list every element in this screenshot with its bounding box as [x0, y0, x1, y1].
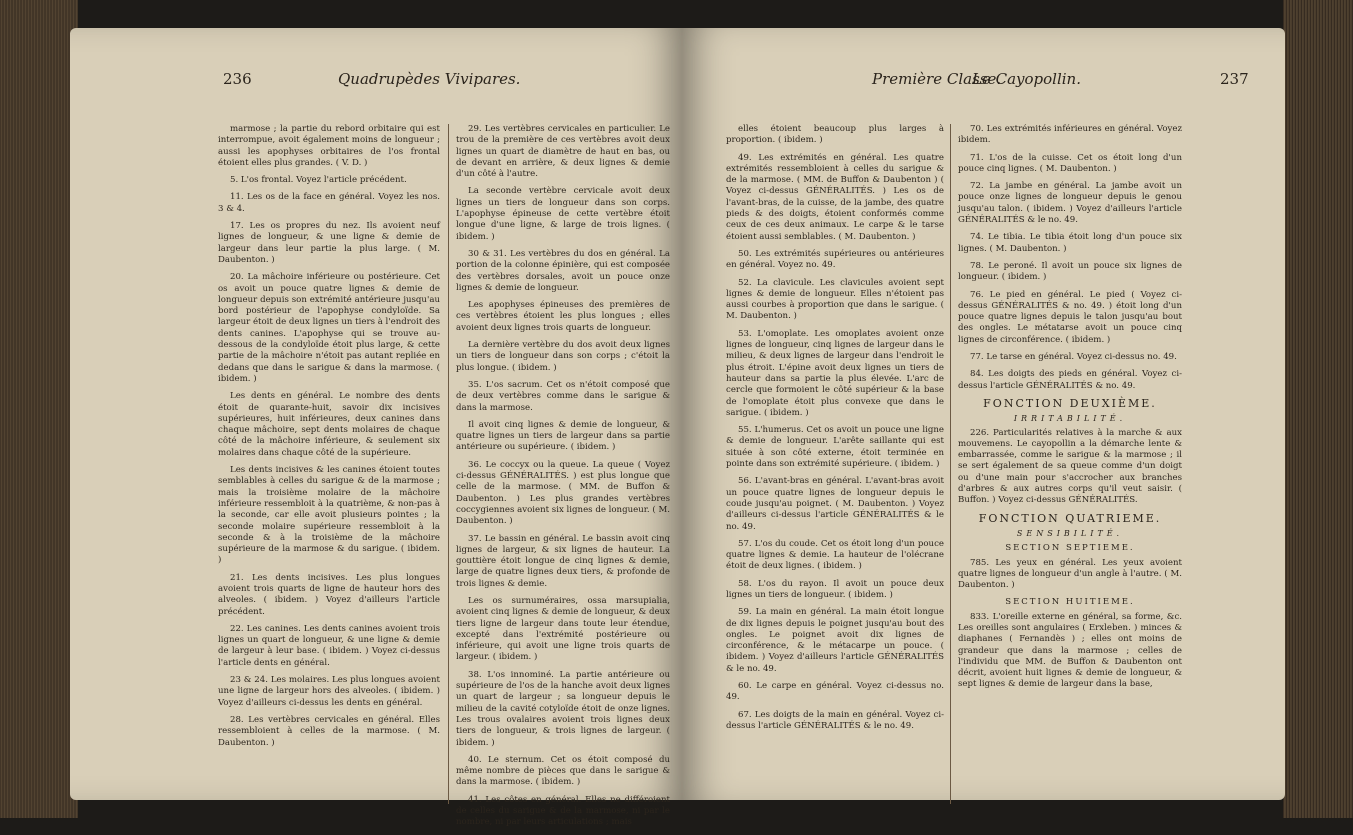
paragraph: 22. Les canines. Les dents canines avoient trois lignes un quart de longueur, & une ligne & demie de largeur à leur base. ( ibidem. ) Voyez ci-dessus l'article dents en général. [218, 623, 440, 668]
paragraph: 77. Le tarse en général. Voyez ci-dessus no. 49. [970, 352, 1177, 363]
paragraph: 53. L'omoplate. Les omoplates avoient onze lignes de longueur, cinq lignes de largeur dans le milieu, & deux lignes de largeur dans l'endroit le plus étroit. L'épine avoit deux lignes un tiers de hauteur dans sa partie la plus élevée. L'arc de cercle que formoient le côté supérieur & la base de l'omoplate étoit plus convexe que dans le sarigue. ( ibidem. ) [726, 328, 944, 418]
paragraph: 84. Les doigts des pieds en général. Voyez ci-dessus l'article GÉNÉRALITÉS & no. 49. [958, 369, 1182, 391]
paragraph: 78. Le peroné. Il avoit un pouce six lignes de longueur. ( ibidem. ) [958, 260, 1182, 283]
paragraph: 59. La main en général. La main étoit longue de dix lignes depuis le poignet jusqu'au bout des ongles. Le poignet avoit dix lignes de circonférence, & le métacarpe un pouce. ( ibidem. ) Voyez d'ailleurs l'article GÉNÉRALITÉS & le no. 49. [726, 607, 944, 674]
left-page [70, 28, 682, 828]
paragraph: 35. L'os sacrum. Cet os n'étoit composé que de deux vertèbres comme dans le sarigue & dans la marmose. [456, 379, 670, 413]
paragraph: 20. La mâchoire inférieure ou postérieure. Cet os avoit un pouce quatre lignes & demie de longueur depuis son extrémité antérieure jusqu'au bord postérieur de l'apophyse condyloïde. Sa largeur étoit de deux lignes un tiers à l'endroit des dents canines. L'apophyse qui se trouve au-dessous de la condyloïde étoit plus large, & cette partie de la mâchoire n'étoit pas autant repliée en dedans que dans le sarigue & dans la marmose. ( ibidem. ) [218, 272, 441, 384]
paragraph: 55. L'humerus. Cet os avoit un pouce une ligne & demie de longueur. L'arête saillante qui est située à son côté externe, étoit terminée en pointe dans son extrémité supérieure. ( ibidem. ) [726, 425, 944, 470]
paragraph: Les os surnuméraires, ossa marsupialia, avoient cinq lignes & demie de longueur, & deux tiers ligne de largeur dans toute leur étendue, excepté dans l'extrémité postérieure ou inférieure, qui avoit une ligne trois quarts de largeur. ( ibidem. ) [456, 595, 670, 663]
paragraph: marmose ; la partie du rebord orbitaire qui est interrompue, avoit également moins de longueur ; aussi les apophyses orbitaires de l'os frontal étoient elles plus grandes. ( V. D. ) [218, 124, 440, 168]
page-edges-right [1283, 0, 1353, 818]
paragraph: 71. L'os de la cuisse. Cet os étoit long d'un pouce cinq lignes. ( M. Daubenton. ) [958, 152, 1182, 174]
paragraph: 21. Les dents incisives. Les plus longues avoient trois quarts de ligne de hauteur hors des alveoles. ( ibidem. ) Voyez d'ailleurs l'article précédent. [218, 572, 440, 617]
page-number-right: 237 [1220, 70, 1249, 88]
paragraph: 833. L'oreille externe en général, sa forme, &c. Les oreilles sont angulaires ( Erxleben. ) minces & diaphanes ( Fernandès ) ; elles ont moins de grandeur que dans la marmose ; celles de l'individu que MM. de Buffon & Daubenton ont décrit, avoient huit lignes & demie de longueur, & sept lignes & demie de largeur dans la base, [958, 611, 1182, 690]
paragraph: Il avoit cinq lignes & demie de longueur, & quatre lignes un tiers de largeur dans sa partie antérieure ou supérieure. ( ibidem. ) [456, 419, 670, 453]
paragraph: 57. L'os du coude. Cet os étoit long d'un pouce quatre lignes & demie. La hauteur de l'olécrane étoit de deux lignes. ( ibidem. ) [726, 538, 944, 572]
paragraph: 76. Le pied en général. Le pied ( Voyez ci-dessus GÉNÉRALITÉS & no. 49. ) étoit long d'un pouce quatre lignes depuis le talon jusqu'au bout des ongles. Le métatarse avoit un pouce cinq lignes de circonférence. ( ibidem. ) [958, 289, 1182, 345]
paragraph: 41. Les côtes en général. Elles ne différoient de celles du sarigue & de la marmose, ni par le nombre, ni par leurs articulations ; mais [456, 794, 670, 828]
paragraph: 226. Particularités relatives à la marche & aux mouvemens. Le cayopollin a la démarche lente & embarrassée, comme le sarigue & la marmose ; il se sert également de sa queue comme d'un doigt ou d'une main pour s'accrocher aux branches d'arbres & aux autres corps qu'il veut saisir. ( Buffon. ) Voyez ci-dessus GÉNÉRALITÉS. [958, 427, 1182, 506]
paragraph: 70. Les extrémités inférieures en général. Voyez ibidem. [958, 124, 1182, 146]
section-fonction-deuxieme: FONCTION DEUXIÈME. [983, 396, 1157, 410]
right-col2-paragraphs-3 [958, 558, 1182, 592]
section-huitieme: SECTION HUITIEME. [1005, 597, 1135, 608]
paragraph: 40. Le sternum. Cet os étoit composé du même nombre de pièces que dans le sarigue & dans la marmose. ( ibidem. ) [456, 754, 670, 788]
paragraph: 49. Les extrémités en général. Les quatre extrémités ressembloient à celles du sarigue & de la marmose. ( MM. de Buffon & Daubenton ) ( Voyez ci-dessus GÉNÉRALITÉS. ) Les os de l'avant-bras, de la cuisse, de la jambe, des quatre pieds & des doigts, étoient conformés comme ceux de ces deux animaux. Le carpe & le tarse étoient aussi semblables. ( M. Daubenton. ) [726, 152, 944, 242]
column-rule-right [950, 124, 951, 804]
column-rule [448, 124, 449, 804]
section-sensibilite: SENSIBILITÉ. [1016, 528, 1124, 538]
paragraph: 37. Le bassin en général. Le bassin avoit cinq lignes de largeur, & six lignes de hauteur. La gouttière étoit longue de cinq lignes & demie, large de quatre lignes deux tiers, & profonde de trois lignes & demie. [456, 533, 670, 589]
paragraph: 67. Les doigts de la main en général. Voyez ci-dessus l'article GÉNÉRALITÉS & le no. 49. [726, 709, 944, 731]
paragraph: Les apophyses épineuses des premières de ces vertèbres étoient les plus longues ; elles avoient deux lignes trois quarts de longueur. [456, 300, 670, 333]
right-column-2 [958, 124, 1182, 697]
paragraph: 58. L'os du rayon. Il avoit un pouce deux lignes un tiers de longueur. ( ibidem. ) [726, 578, 944, 600]
paragraph: 60. Le carpe en général. Voyez ci-dessus no. 49. [726, 681, 944, 703]
paragraph: 36. Le coccyx ou la queue. La queue ( Voyez ci-dessus GÉNÉRALITÉS. ) est plus longue que celle de la marmose. ( MM. de Buffon & Daubenton. ) Les plus grandes vertèbres coccygiennes avoient six lignes de longueur. ( M. Daubenton. ) [456, 459, 670, 527]
paragraph: 17. Les os propres du nez. Ils avoient neuf lignes de longueur, & une ligne & demie de largeur dans leur partie la plus large. ( M. Daubenton. ) [218, 221, 440, 265]
page-number-left: 236 [223, 70, 252, 88]
right-page [682, 28, 1285, 800]
right-col2-paragraphs-2 [958, 428, 1182, 507]
paragraph: La seconde vertèbre cervicale avoit deux lignes un tiers de longueur dans son corps. L'apophyse épineuse de cette vertèbre étoit longue d'une ligne, & large de trois lignes. ( ibidem. ) [456, 186, 670, 242]
paragraph: elles étoient beaucoup plus larges à proportion. ( ibidem. ) [726, 124, 944, 146]
paragraph: 38. L'os innominé. La partie antérieure ou supérieure de l'os de la hanche avoit deux lignes un quart de largeur ; sa longueur depuis le milieu de la cavité cotyloïde étoit de onze lignes. Les trous ovalaires avoient trois lignes deux tiers de longueur, & trois lignes de largeur. ( ibidem. ) [456, 669, 670, 748]
right-column-1 [726, 124, 944, 738]
paragraph: 30 & 31. Les vertèbres du dos en général. La portion de la colonne épinière, qui est composée des vertèbres dorsales, avoit un pouce onze lignes & demie de longueur. [456, 248, 670, 293]
right-col2-paragraphs [958, 124, 1182, 392]
section-irritabilite: IRRITABILITÉ. [1013, 414, 1127, 424]
section-fonction-quatrieme: FONCTION QUATRIEME. [978, 511, 1162, 525]
paragraph: 5. L'os frontal. Voyez l'article précédent. [230, 175, 407, 186]
left-column-1 [218, 124, 440, 755]
paragraph: 11. Les os de la face en général. Voyez les nos. 3 & 4. [218, 192, 440, 214]
section-septieme: SECTION SEPTIEME. [1005, 543, 1135, 554]
paragraph: 50. Les extrémités supérieures ou antérieures en général. Voyez no. 49. [726, 248, 944, 271]
paragraph: 74. Le tibia. Le tibia étoit long d'un pouce six lignes. ( M. Daubenton. ) [958, 232, 1182, 254]
right-col2-paragraphs-4 [958, 612, 1182, 691]
paragraph: 28. Les vertèbres cervicales en général. Elles ressembloient à celles de la marmose. ( M. Daubenton. ) [218, 714, 440, 748]
paragraph: 52. La clavicule. Les clavicules avoient sept lignes & demie de longueur. Elles n'étoient pas aussi courbes à proportion que dans le sarigue. ( M. Daubenton. ) [726, 277, 944, 322]
paragraph: La dernière vertèbre du dos avoit deux lignes un tiers de longueur dans son corps ; c'étoit la plus longue. ( ibidem. ) [456, 340, 670, 373]
paragraph: 29. Les vertèbres cervicales en particulier. Le trou de la première de ces vertèbres avoit deux lignes un quart de diamètre de haut en bas, ou de devant en arrière, & deux lignes & demie d'un côté à l'autre. [456, 124, 670, 180]
paragraph: 23 & 24. Les molaires. Les plus longues avoient une ligne de largeur hors des alveoles. ( ibidem. ) Voyez d'ailleurs ci-dessus les dents en général. [218, 675, 440, 708]
paragraph: Les dents incisives & les canines étoient toutes semblables à celles du sarigue & de la marmose ; mais la troisième molaire de la mâchoire inférieure ressembloit à la quatrième, & non-pas à la seconde, car elle avoit plusieurs pointes ; la seconde molaire supérieure ressembloit à la seconde & à la troisième de la mâchoire supérieure de la marmose & du sarigue. ( ibidem. ) [218, 465, 440, 566]
page-edges-left [0, 0, 78, 818]
left-column-2 [456, 124, 670, 835]
running-title-right-a: Première Classe. [872, 70, 1002, 88]
paragraph: 72. La jambe en général. La jambe avoit un pouce onze lignes de longueur depuis le genou jusqu'au talon. ( ibidem. ) Voyez d'ailleurs l'article GÉNÉRALITÉS & le no. 49. [958, 181, 1182, 226]
running-title-right-b: Le Cayopollin. [972, 70, 1081, 88]
paragraph: Les dents en général. Le nombre des dents étoit de quarante-huit, savoir dix incisives supérieures, huit inférieures, deux canines dans chaque mâchoire, sept dents molaires de chaque côté de la mâchoire inférieure, & seulement six molaires dans chaque côté de la supérieure. [218, 391, 440, 458]
running-title-left: Quadrupèdes Vivipares. [338, 70, 521, 88]
paragraph: 785. Les yeux en général. Les yeux avoient quatre lignes de longueur d'un angle à l'autre. ( M. Daubenton. ) [958, 557, 1182, 591]
paragraph: 56. L'avant-bras en général. L'avant-bras avoit un pouce quatre lignes de longueur depuis le coude jusqu'au poignet. ( M. Daubenton. ) Voyez d'ailleurs ci-dessus l'article GÉNÉRALITÉS & le no. 49. [726, 476, 944, 532]
